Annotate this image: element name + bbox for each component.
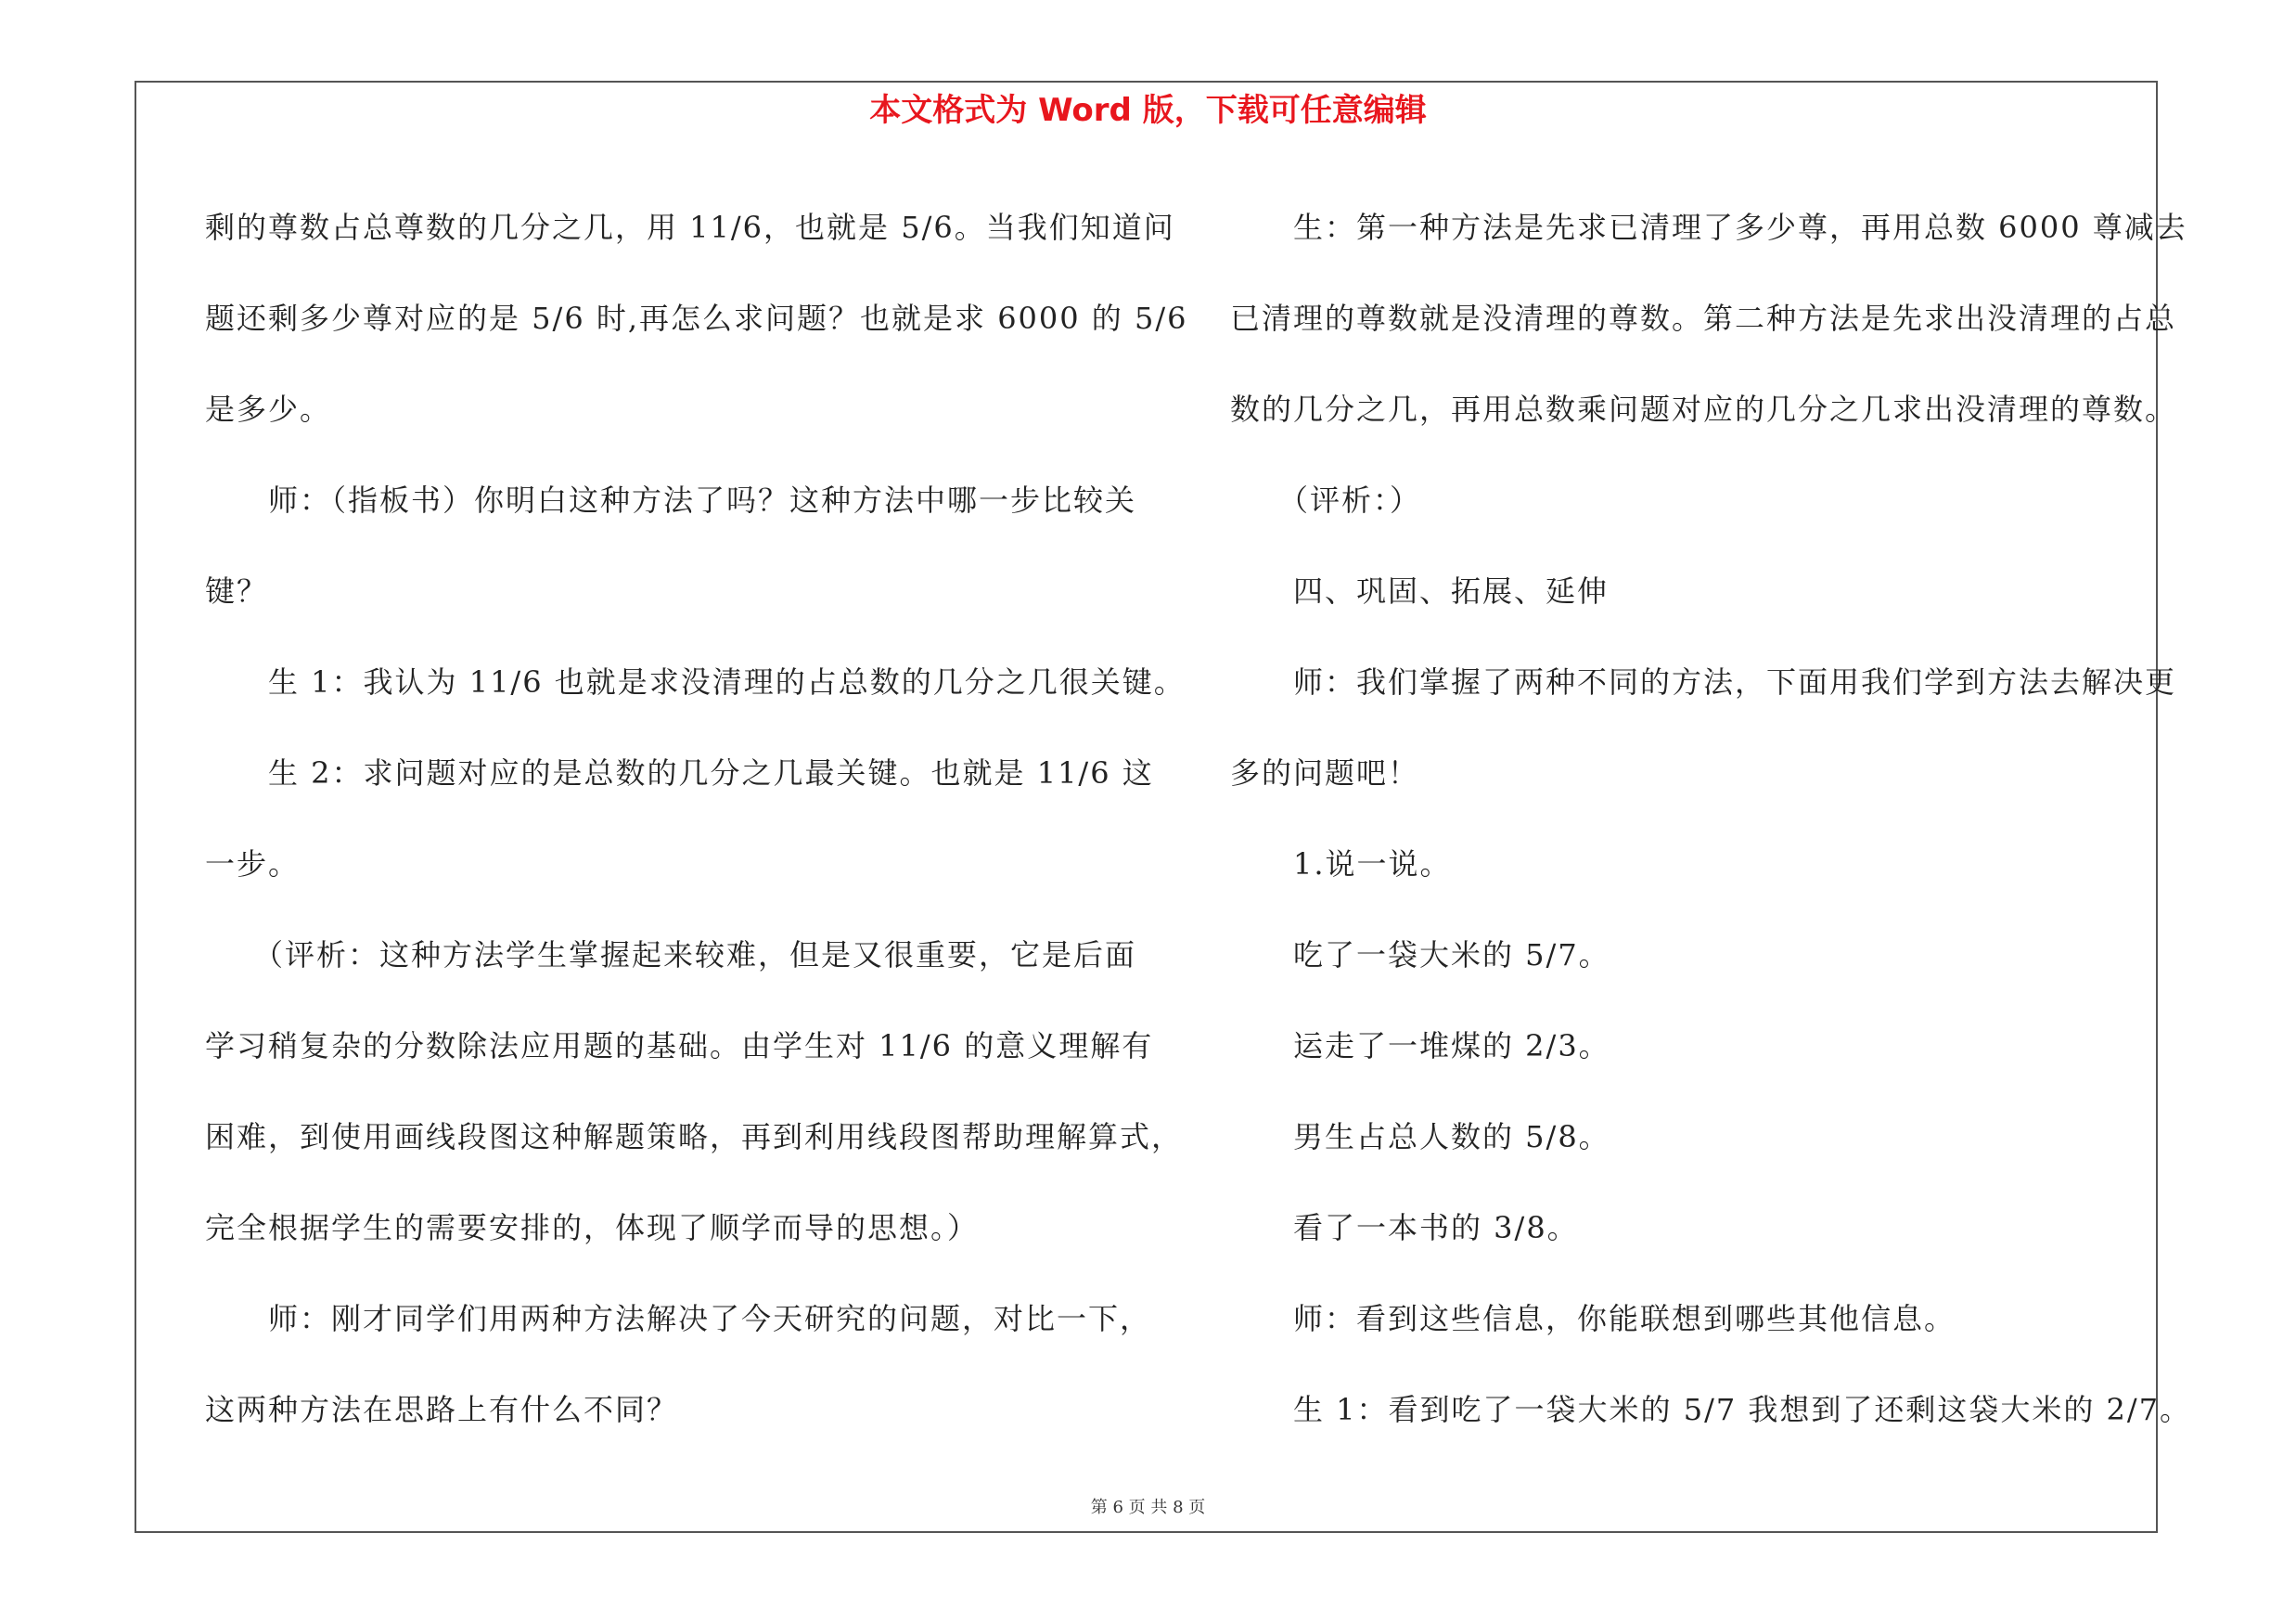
paragraph-line: 生 1：看到吃了一袋大米的 5/7 我想到了还剩这袋大米的 2/7。 — [1230, 1392, 2192, 1427]
left-column — [205, 182, 1188, 1455]
paragraph-line: 数的几分之几，再用总数乘问题对应的几分之几求出没清理的尊数。 — [1230, 392, 2177, 427]
paragraph-line: 是多少。 — [205, 392, 332, 427]
paragraph-line: 师：（指板书）你明白这种方法了吗？这种方法中哪一步比较关 — [205, 483, 1137, 518]
paragraph-line: 师：我们掌握了两种不同的方法，下面用我们学到方法去解决更 — [1230, 664, 2177, 700]
paragraph-line: 运走了一堆煤的 2/3。 — [1230, 1028, 1610, 1063]
page-footer: 第 6 页 共 8 页 — [1090, 1498, 1206, 1517]
page-header: 本文格式为 Word 版，下载可任意编辑 — [869, 92, 1427, 129]
paragraph-line: 吃了一袋大米的 5/7。 — [1230, 937, 1610, 973]
paragraph-line: 多的问题吧！ — [1230, 755, 1420, 791]
paragraph-line: 生 1：我认为 11/6 也就是求没清理的占总数的几分之几很关键。 — [205, 664, 1186, 700]
paragraph-line: 剩的尊数占总尊数的几分之几，用 11/6，也就是 5/6。当我们知道问 — [205, 210, 1175, 245]
paragraph-line: 一步。 — [205, 846, 301, 882]
paragraph-line: （评析：） — [1230, 483, 1422, 518]
paragraph-line: 已清理的尊数就是没清理的尊数。第二种方法是先求出没清理的占总 — [1230, 301, 2177, 336]
paragraph-line: 这两种方法在思路上有什么不同？ — [205, 1392, 679, 1427]
paragraph-line: 1.说一说。 — [1230, 846, 1452, 882]
paragraph-line: 看了一本书的 3/8。 — [1230, 1210, 1579, 1245]
paragraph-line: 生 2：求问题对应的是总数的几分之几最关键。也就是 11/6 这 — [205, 755, 1154, 791]
paragraph-line: 题还剩多少尊对应的是 5/6 时,再怎么求问题？也就是求 6000 的 5/6 — [205, 301, 1188, 336]
paragraph-line: 四、巩固、拓展、延伸 — [1230, 573, 1610, 609]
right-column — [1230, 182, 2192, 1455]
paragraph-line: 学习稍复杂的分数除法应用题的基础。由学生对 11/6 的意义理解有 — [205, 1028, 1154, 1063]
paragraph-line: 键？ — [205, 573, 269, 609]
paragraph-line: 师：看到这些信息，你能联想到哪些其他信息。 — [1230, 1301, 1956, 1336]
paragraph-line: 师：刚才同学们用两种方法解决了今天研究的问题，对比一下， — [205, 1301, 1152, 1336]
paragraph-line: （评析：这种方法学生掌握起来较难，但是又很重要，它是后面 — [205, 937, 1137, 973]
paragraph-line: 生：第一种方法是先求已清理了多少尊，再用总数 6000 尊减去 — [1230, 210, 2187, 245]
paragraph-line: 完全根据学生的需要安排的，体现了顺学而导的思想。） — [205, 1210, 980, 1245]
paragraph-line: 困难，到使用画线段图这种解题策略，再到利用线段图帮助理解算式， — [205, 1119, 1184, 1154]
paragraph-line: 男生占总人数的 5/8。 — [1230, 1119, 1610, 1154]
